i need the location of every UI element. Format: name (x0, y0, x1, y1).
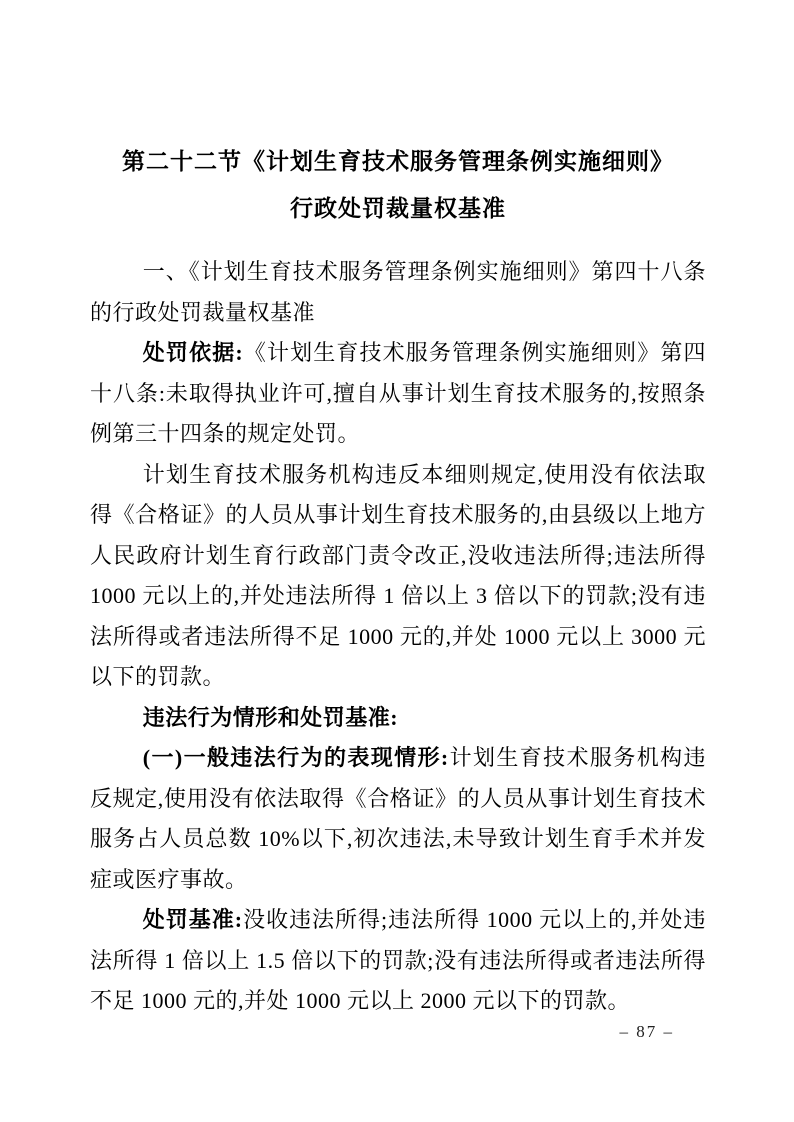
penalty-standard-label: 处罚基准: (142, 907, 243, 932)
paragraph-general-violation (90, 738, 706, 900)
paragraph-intro (90, 252, 706, 333)
document-body (90, 252, 706, 1022)
paragraph-standards-heading (90, 698, 706, 739)
provision-text: 计划生育技术服务机构违反本细则规定,使用没有依法取得《合格证》的人员从事计划生育技术服务的,由县级以上地方人民政府计划生育行政部门责令改正,没收违法所得;违法所得 1000 元以上的,并处违法所得 1 倍以上 3 倍以下的罚款;没有违法所得或者违法所得不足 1000 元的,并处 1000 元以上 3000 元以下的罚款。 (90, 461, 706, 689)
title-line-1: 第二十二节《计划生育技术服务管理条例实施细则》 (122, 149, 674, 174)
paragraph-provision (90, 455, 706, 698)
general-violation-text: 计划生育技术服务机构违反规定,使用没有依法取得《合格证》的人员从事计划生育技术服务占人员总数 10%以下,初次违法,未导致计划生育手术并发症或医疗事故。 (90, 745, 706, 892)
penalty-standard-text: 没收违法所得;违法所得 1000 元以上的,并处违法所得 1 倍以上 1.5 倍以下的罚款;没有违法所得或者违法所得不足 1000 元的,并处 1000 元以上 2000 元以下的罚款。 (90, 907, 706, 1013)
page-number: – 87 – (619, 1022, 674, 1041)
intro-text: 一、《计划生育技术服务管理条例实施细则》第四十八条的行政处罚裁量权基准 (90, 259, 706, 325)
paragraph-penalty-standard (90, 900, 706, 1022)
general-violation-label: (一)一般违法行为的表现情形: (142, 745, 449, 770)
title-line-2: 行政处罚裁量权基准 (290, 196, 506, 221)
penalty-basis-text: 《计划生育技术服务管理条例实施细则》第四十八条:未取得执业许可,擅自从事计划生育技术服务的,按照条例第三十四条的规定处罚。 (90, 340, 706, 446)
paragraph-penalty-basis (90, 333, 706, 455)
standards-heading-label: 违法行为情形和处罚基准: (142, 704, 399, 730)
document-title (90, 138, 706, 232)
penalty-basis-label: 处罚依据: (142, 340, 244, 365)
